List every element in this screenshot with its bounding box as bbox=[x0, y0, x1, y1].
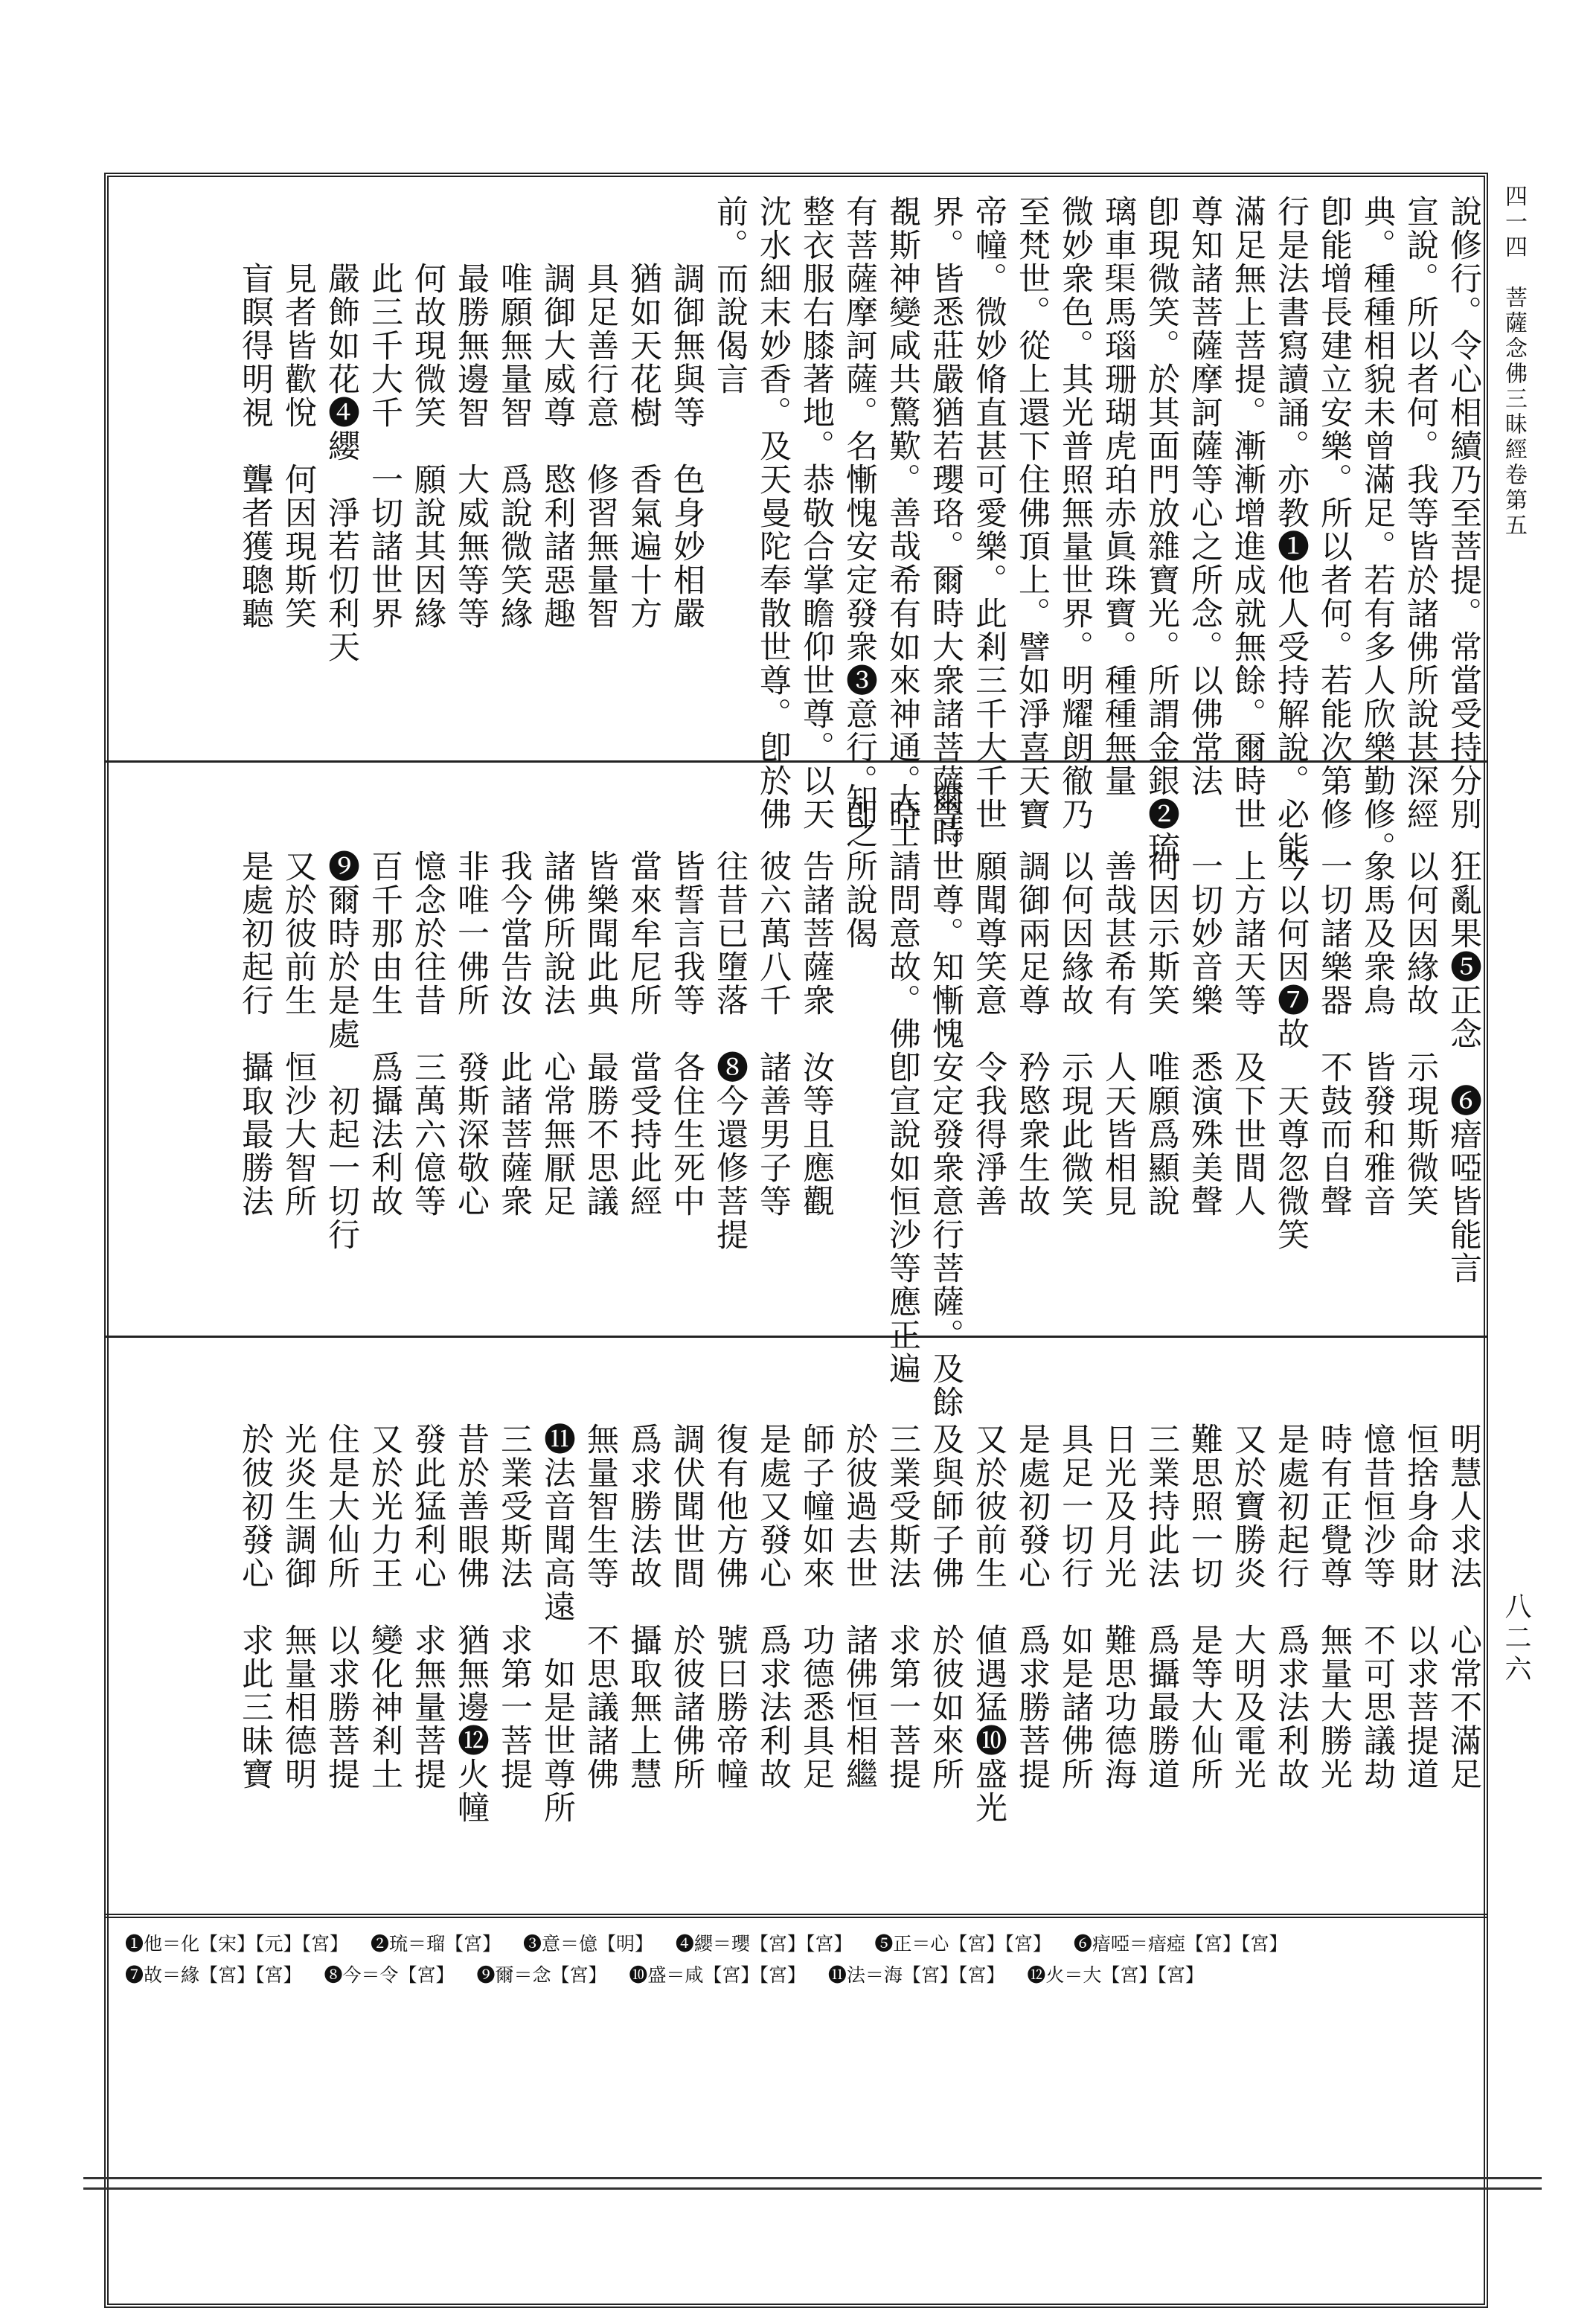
text-column: 尊知諸菩薩摩訶薩等心之所念。以佛常法 bbox=[1186, 195, 1223, 798]
text-column: 盲瞑得明視 聾者獲聰聽 bbox=[237, 195, 274, 630]
text-column: 有菩薩摩訶薩。名慚愧安定發衆❸意行。卽 bbox=[841, 195, 878, 831]
page-number: 八二六 bbox=[1501, 1592, 1531, 1686]
text-column: 帝幢。微妙脩直甚可愛樂。此剎三千大千世 bbox=[970, 195, 1007, 831]
text-column: 大士請問意故。佛卽宣說如恒沙等應正遍 bbox=[884, 783, 921, 1385]
text-column: 又於彼前生 値遇猛❿盛光 bbox=[970, 1356, 1007, 1824]
text-column: 調御無與等 色身妙相嚴 bbox=[668, 195, 705, 630]
volume-number: 四一四 bbox=[1501, 185, 1527, 260]
text-column: 爾時世尊。知慚愧安定發衆意行菩薩。及餘 bbox=[927, 783, 964, 1419]
text-column: 見者皆歡悅 何因現斯笑 bbox=[280, 195, 317, 630]
text-column: 告諸菩薩衆 汝等且應觀 bbox=[798, 783, 835, 1218]
text-column: 於彼初發心 求此三昧寶 bbox=[237, 1356, 274, 1791]
text-column: 以何因緣故 示現此微笑 bbox=[1057, 783, 1094, 1218]
text-column: 三業持此法 爲攝最勝道 bbox=[1143, 1356, 1180, 1791]
footnote: ❸意＝億【明】 bbox=[522, 1933, 653, 1955]
footnotes bbox=[125, 1929, 1472, 1991]
text-column: 典。種種相貌未曾滿足。若有多人欣樂勤修。 bbox=[1359, 195, 1396, 865]
footnote: ❾爾＝念【宮】 bbox=[476, 1964, 607, 1986]
text-column: 此三千大千 一切諸世界 bbox=[366, 195, 403, 630]
text-column: 是處初起行 攝取最勝法 bbox=[237, 783, 274, 1218]
text-column: 師子幢如來 功德悉具足 bbox=[798, 1356, 835, 1791]
text-column: 猶如天花樹 香氣遍十方 bbox=[625, 195, 662, 630]
text-column: 嚴飾如花❹纓 淨若忉利天 bbox=[323, 195, 360, 664]
text-column: 於彼過去世 諸佛恒相繼 bbox=[841, 1356, 878, 1791]
text-column: 具足善行意 修習無量智 bbox=[582, 195, 619, 630]
text-column: 諸佛所說法 心常無厭足 bbox=[539, 783, 576, 1218]
text-column: 彼六萬八千 諸善男子等 bbox=[754, 783, 792, 1218]
text-column: 微妙衆色。其光普照無量世界。明耀朗徹乃 bbox=[1057, 195, 1094, 831]
footnote-divider bbox=[104, 1914, 1488, 1918]
text-column: 時有正覺尊 無量大勝光 bbox=[1315, 1356, 1353, 1791]
text-column: 昔於善眼佛 猶無邊⓬火幢 bbox=[452, 1356, 490, 1824]
text-column: 一切諸樂器 不鼓而自聲 bbox=[1315, 783, 1353, 1218]
text-column: 住是大仙所 以求勝菩提 bbox=[323, 1356, 360, 1791]
text-column: 是處又發心 爲求法利故 bbox=[754, 1356, 792, 1791]
footnote: ❻瘖啞＝瘖瘂【宮】【宮】 bbox=[1073, 1933, 1288, 1955]
text-column: 難思照一切 是等大仙所 bbox=[1186, 1356, 1223, 1791]
text-column: 我今當告汝 此諸菩薩衆 bbox=[496, 783, 533, 1218]
text-column: 知之所說偈 bbox=[841, 783, 878, 950]
text-column: 上方諸天等 及下世間人 bbox=[1229, 783, 1266, 1218]
text-column: 今以何因❼故 天尊忽微笑 bbox=[1272, 783, 1310, 1251]
text-column: 卽現微笑。於其面門放雜寶光。所謂金銀❷琉 bbox=[1143, 195, 1180, 865]
text-column: 明慧人求法 心常不滿足 bbox=[1445, 1356, 1482, 1791]
text-column: 三業受斯法 求第一菩提 bbox=[496, 1356, 533, 1791]
text-column: 非唯一佛所 發斯深敬心 bbox=[452, 783, 490, 1218]
text-column: 當來牟尼所 當受持此經 bbox=[625, 783, 662, 1218]
text-column: 前。而說偈言 bbox=[711, 195, 749, 396]
footnote: ⓬火＝大【宮】【宮】 bbox=[1027, 1964, 1204, 1986]
bottom-rule bbox=[83, 2177, 1542, 2179]
text-column: 調御兩足尊 矜愍衆生故 bbox=[1013, 783, 1051, 1218]
text-column: ❾爾時於是處 初起一切行 bbox=[323, 783, 360, 1251]
text-column: 無量智生等 不思議諸佛 bbox=[582, 1356, 619, 1791]
scripture-title: 菩薩念佛三昧經卷第五 bbox=[1501, 286, 1527, 539]
footnote: ❶他＝化【宋】【元】【宮】 bbox=[125, 1933, 349, 1955]
text-column: 沈水細末妙香。及天曼陀奉散世尊。卽於佛 bbox=[754, 195, 792, 831]
text-column: 日光及月光 難思功德海 bbox=[1100, 1356, 1137, 1791]
text-column: 以何因緣故 示現斯微笑 bbox=[1402, 783, 1439, 1218]
text-column: 象馬及衆鳥 皆發和雅音 bbox=[1359, 783, 1396, 1218]
footnote: ❽今＝令【宮】 bbox=[324, 1964, 455, 1986]
text-column: 三業受斯法 求第一菩提 bbox=[884, 1356, 921, 1791]
text-column: 憶念於往昔 三萬六億等 bbox=[409, 783, 446, 1218]
text-column: 爲求勝法故 攝取無上慧 bbox=[625, 1356, 662, 1791]
section-divider-middle bbox=[104, 1336, 1488, 1338]
text-column: 滿足無上菩提。漸漸增進成就無餘。爾時世 bbox=[1229, 195, 1266, 831]
text-column: 卽能增長建立安樂。所以者何。若能次第修 bbox=[1315, 195, 1353, 831]
running-header bbox=[1497, 185, 1530, 539]
footnote: ❷琉＝瑠【宮】 bbox=[370, 1933, 501, 1955]
text-column: 是處初發心 爲求勝菩提 bbox=[1013, 1356, 1051, 1791]
text-column: 行是法書寫讀誦。亦教❶他人受持解說。必能 bbox=[1272, 195, 1310, 865]
text-column: 皆誓言我等 各住生死中 bbox=[668, 783, 705, 1218]
footnote: ❹纓＝瓔【宮】【宮】 bbox=[675, 1933, 853, 1955]
text-column: 唯願無量智 爲說微笑緣 bbox=[496, 195, 533, 630]
text-column: 調御大威尊 愍利諸惡趣 bbox=[539, 195, 576, 630]
text-column: 具足一切行 如是諸佛所 bbox=[1057, 1356, 1094, 1791]
text-column: 至梵世。從上還下住佛頂上。譬如淨喜天寶 bbox=[1013, 195, 1051, 831]
text-column: ⓫法音聞高遠 如是世尊所 bbox=[539, 1356, 576, 1824]
text-column: 璃車𤦲馬瑙珊瑚虎珀赤眞珠寶。種種無量 bbox=[1100, 195, 1137, 798]
text-column: 覩斯神變咸共驚歎。善哉希有如來神通。時 bbox=[884, 195, 921, 831]
text-column: 一切妙音樂 悉演殊美聲 bbox=[1186, 783, 1223, 1218]
text-column: 狂亂果❺正念 ❻瘖啞皆能言 bbox=[1445, 783, 1482, 1285]
text-column: 復有他方佛 號曰勝帝幢 bbox=[711, 1356, 749, 1791]
text-column: 又於彼前生 恒沙大智所 bbox=[280, 783, 317, 1218]
text-column: 往昔已墮落 ❽今還修菩提 bbox=[711, 783, 749, 1251]
text-column: 調伏聞世間 於彼諸佛所 bbox=[668, 1356, 705, 1791]
bottom-rule bbox=[83, 2187, 1542, 2190]
text-column: 何故現微笑 願說其因緣 bbox=[409, 195, 446, 630]
footnote: ⓫法＝海【宮】【宮】 bbox=[827, 1964, 1005, 1986]
text-column: 說修行。令心相續乃至菩提。常當受持分別 bbox=[1445, 195, 1482, 831]
text-column: 皆樂聞此典 最勝不思議 bbox=[582, 783, 619, 1218]
text-column: 善哉甚希有 人天皆相見 bbox=[1100, 783, 1137, 1218]
text-column: 宣說。所以者何。我等皆於諸佛所說甚深經 bbox=[1402, 195, 1439, 831]
text-column: 願聞尊笑意 令我得淨善 bbox=[970, 783, 1007, 1218]
text-column: 界。皆悉莊嚴猶若瓔珞。爾時大衆諸菩薩等。 bbox=[927, 195, 964, 865]
text-column: 憶昔恒沙等 不可思議劫 bbox=[1359, 1356, 1396, 1791]
footnote: ❿盛＝咸【宮】【宮】 bbox=[629, 1964, 806, 1986]
footnote: ❺正＝心【宮】【宮】 bbox=[874, 1933, 1051, 1955]
text-column: 又於光力王 變化神剎土 bbox=[366, 1356, 403, 1791]
text-column: 最勝無邊智 大威無等等 bbox=[452, 195, 490, 630]
text-column: 是處初起行 爲求法利故 bbox=[1272, 1356, 1310, 1791]
text-column: 整衣服右膝著地。恭敬合掌瞻仰世尊。以天 bbox=[798, 195, 835, 831]
text-column: 何因示斯笑 唯願爲顯說 bbox=[1143, 783, 1180, 1218]
text-column: 發此猛利心 求無量菩提 bbox=[409, 1356, 446, 1791]
text-column: 及與師子佛 於彼如來所 bbox=[927, 1356, 964, 1791]
footnote: ❼故＝緣【宮】【宮】 bbox=[125, 1964, 302, 1986]
text-column: 又於寶勝炎 大明及電光 bbox=[1229, 1356, 1266, 1791]
text-column: 百千那由生 爲攝法利故 bbox=[366, 783, 403, 1218]
text-column: 光炎生調御 無量相德明 bbox=[280, 1356, 317, 1791]
text-column: 恒捨身命財 以求菩提道 bbox=[1402, 1356, 1439, 1791]
